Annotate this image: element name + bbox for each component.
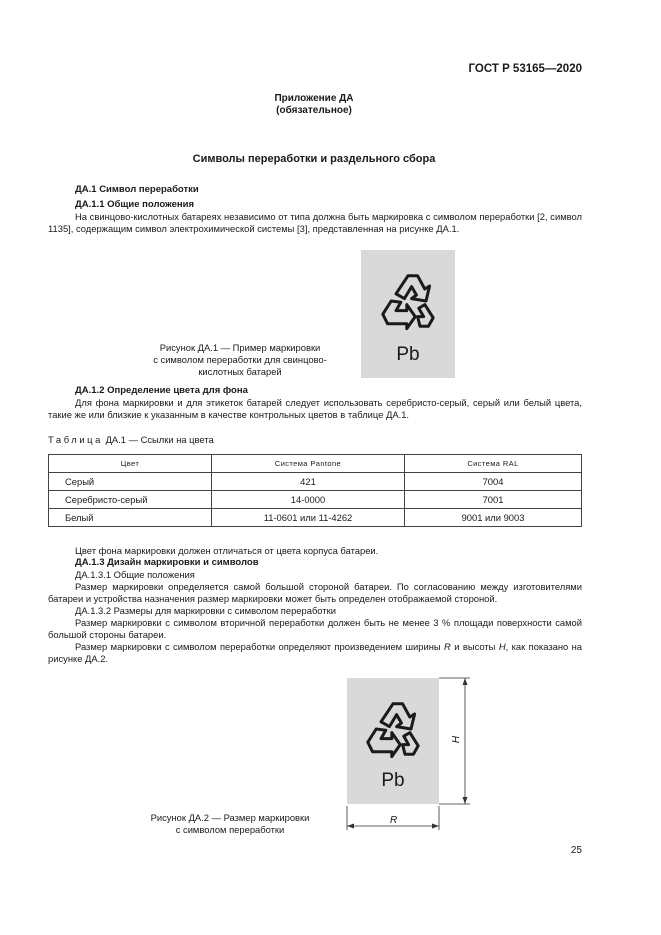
color-reference-table (48, 454, 582, 527)
table-cell: Серый (49, 473, 212, 491)
table-caption-text: ДА.1 — Ссылки на цвета (102, 434, 214, 445)
section-title: Символы переработки и раздельного сбора (192, 153, 436, 165)
heading-da1-3: ДА.1.3 Дизайн маркировки и символов (75, 557, 259, 568)
paragraph-da1-1: На свинцово-кислотных батареях независимо от типа должна быть маркировка с символом переработки [2, символ 1135], содержащим символ электрохимической системы [3], представленная на рисунке ДА.1. (48, 211, 582, 235)
table-cell: 7001 (405, 491, 582, 509)
dimensions-text-b: и высоты (450, 641, 499, 652)
figure1-caption-line: с символом переработки для свинцово- (153, 354, 327, 365)
paragraph-background-note: Цвет фона маркировки должен отличаться от цвета корпуса батареи. (75, 545, 379, 556)
figure1-marking (361, 250, 455, 378)
annex-title: Приложение ДА (274, 93, 354, 104)
figure1-caption-line: кислотных батарей (198, 366, 282, 377)
table-cell: 14-0000 (212, 491, 405, 509)
table-cell: 7004 (405, 473, 582, 491)
table-caption (48, 434, 214, 445)
dimensions-text-c: , как показано на рисунке ДА.2. (48, 641, 583, 665)
paragraph-dimensions (48, 641, 582, 665)
paragraph-da1-3-1: Размер маркировки определяется самой большой стороной батареи. По согласованию между изготовителями батареи и устройства назначения размер маркировки может быть определен отображаемой стороной. (48, 581, 582, 605)
width-dimension-label: R (390, 815, 398, 826)
figure2-caption (140, 812, 320, 836)
heading-da1-2: ДА.1.2 Определение цвета для фона (75, 385, 248, 396)
figure1-caption-line: Рисунок ДА.1 — Пример маркировки (159, 342, 321, 353)
table-row (49, 509, 582, 527)
paragraph-da1-2: Для фона маркировки и для этикеток батарей следует использовать серебристо-серый, серый или белый цвета, такие же или близкие к указанным в качестве контрольных цветов в таблице ДА.1. (48, 397, 582, 421)
height-symbol: H (498, 641, 506, 652)
height-dimension-label: H (451, 735, 463, 744)
table-header-row (49, 455, 582, 473)
figure1-caption (140, 342, 340, 378)
table-cell: 11-0601 или 11-4262 (212, 509, 405, 527)
figure2-system-symbol: Pb (381, 770, 405, 791)
table-cell: 421 (212, 473, 405, 491)
width-symbol: R (444, 641, 451, 652)
recycle-icon (378, 270, 438, 332)
table-cell: 9001 или 9003 (405, 509, 582, 527)
table-cell: Белый (49, 509, 212, 527)
dimensions-text-a: Размер маркировки с символом переработки определяют произведением ширины (75, 641, 445, 652)
table-header-cell: Цвет (49, 455, 212, 473)
heading-da1: ДА.1 Символ переработки (75, 184, 199, 195)
dimension-lines (340, 672, 480, 832)
heading-da1-1: ДА.1.1 Общие положения (75, 199, 195, 210)
page-number: 25 (570, 845, 582, 856)
figure2-caption-line: с символом переработки (175, 824, 285, 835)
document-code: ГОСТ Р 53165—2020 (468, 63, 582, 75)
figure2-caption-line: Рисунок ДА.2 — Размер маркировки (150, 812, 310, 823)
annex-subtitle: (обязательное) (276, 105, 352, 116)
heading-da1-3-2: ДА.1.3.2 Размеры для маркировки с символом переработки (75, 605, 336, 616)
paragraph-da1-3-2: Размер маркировки с символом вторичной переработки должен быть не менее 3 % площади поверхности самой большой стороны батареи. (48, 617, 582, 641)
figure1-system-symbol: Pb (396, 344, 420, 365)
table-header-cell: Система RAL (405, 455, 582, 473)
table-row (49, 473, 582, 491)
table-cell: Серебристо-серый (49, 491, 212, 509)
annex-heading (0, 93, 628, 117)
heading-da1-3-1: ДА.1.3.1 Общие положения (75, 569, 195, 580)
table-row (49, 491, 582, 509)
table-caption-prefix: Таблица (48, 434, 103, 445)
table-header-cell: Система Pantone (212, 455, 405, 473)
